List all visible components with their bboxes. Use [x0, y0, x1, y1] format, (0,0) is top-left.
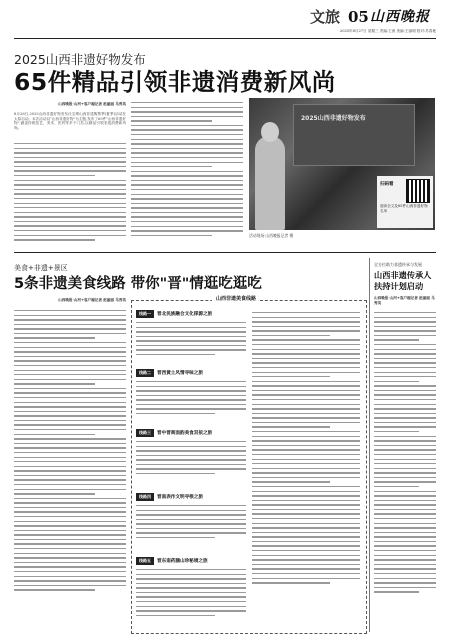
route-name: 晋西黄土风情寻味之旅 [157, 371, 203, 376]
masthead-rule [14, 38, 436, 39]
route-1-text [136, 322, 246, 362]
photo-qr-panel [377, 176, 433, 228]
side-story-byline: 山西晚报·山河+客户端记者 赵丽丽 马秀英 [374, 296, 435, 305]
masthead [14, 8, 436, 38]
route-box-title: 山西非遗美食线路 [212, 295, 260, 304]
route-story-headline: 5条非遗美食线路 带你"晋"情逛吃逛吃 [14, 276, 262, 292]
route-name: 晋中晋商面韵美食双依之旅 [157, 431, 213, 436]
route-3-text [136, 441, 246, 481]
route-name: 晋北民族融合文化探源之旅 [157, 312, 213, 317]
qr-description: 阅读全文及65件山西非遗好物名单 [380, 204, 428, 213]
date-line: 2025年8月27日 星期三 责编:王茜 美编:王丽明 校对:苏春艳 [339, 29, 436, 33]
side-story-rule [369, 258, 370, 632]
side-story-body [374, 312, 436, 632]
route-box-col2-text [252, 312, 360, 628]
route-name: 晋东南药膳山珍秘境之旅 [157, 559, 208, 564]
section-divider [14, 252, 436, 253]
top-story-kicker: 2025山西非遗好物发布 [14, 52, 146, 67]
route-name: 晋南表作文明寻根之旅 [157, 495, 203, 500]
side-story-headline-2: 扶持计划启动 [374, 281, 424, 291]
side-story-headline-1: 山西非遗传承人 [374, 270, 432, 280]
route-item[interactable] [136, 368, 246, 379]
top-story-lead: 8月26日,2025山西非遗好物发布仕宝博山西非遗购票季(夏季)活动在太原启动。本次活动以"山西非遗好物"为主题,发布了65件"山西非遗好物",涵盖传统技艺、美术、医药等多个门类,以精品引领非遗消费新风尚。 [14, 112, 126, 130]
top-story-col1-body [14, 143, 126, 247]
route-item[interactable] [136, 492, 246, 503]
route-tag: 线路二 [136, 369, 154, 377]
route-item[interactable] [136, 428, 246, 439]
qr-label: 扫码看 [380, 182, 394, 187]
top-story-headline: 65件精品引领非遗消费新风尚 [14, 68, 336, 96]
route-story-body [14, 310, 126, 632]
route-5-text [136, 569, 246, 627]
photo-speaker-figure [255, 136, 285, 230]
paper-name-logo: 山西晚报 [370, 9, 430, 25]
route-tag: 线路三 [136, 429, 154, 437]
side-story-kicker: 全方位助力非遗传承与发展 [374, 262, 422, 267]
route-4-text [136, 505, 246, 545]
top-story-photo [249, 98, 435, 230]
route-story-byline: 山西晚报·山河+客户端记者 赵丽丽 马秀英 [58, 298, 126, 302]
route-item[interactable] [136, 556, 246, 567]
route-tag: 线路五 [136, 557, 154, 565]
route-item[interactable] [136, 309, 246, 320]
qr-code-icon[interactable] [407, 180, 429, 202]
route-tag: 线路一 [136, 310, 154, 318]
section-label: 文旅 [310, 8, 341, 26]
route-2-text [136, 381, 246, 421]
top-story-byline: 山西晚报·山河+客户端记者 赵丽丽 马秀英 [58, 102, 126, 106]
photo-speaker-head [261, 122, 279, 142]
page-number: 05 [348, 8, 369, 26]
route-tag: 线路四 [136, 493, 154, 501]
photo-screen-title: 2025山西非遗好物发布 [301, 115, 366, 122]
route-story-kicker: 美食+非遗+景区 [14, 264, 68, 272]
top-story-photo-caption: 活动现场·山西晚报记者 摄 [249, 233, 294, 238]
top-story-col2-body [131, 102, 243, 246]
